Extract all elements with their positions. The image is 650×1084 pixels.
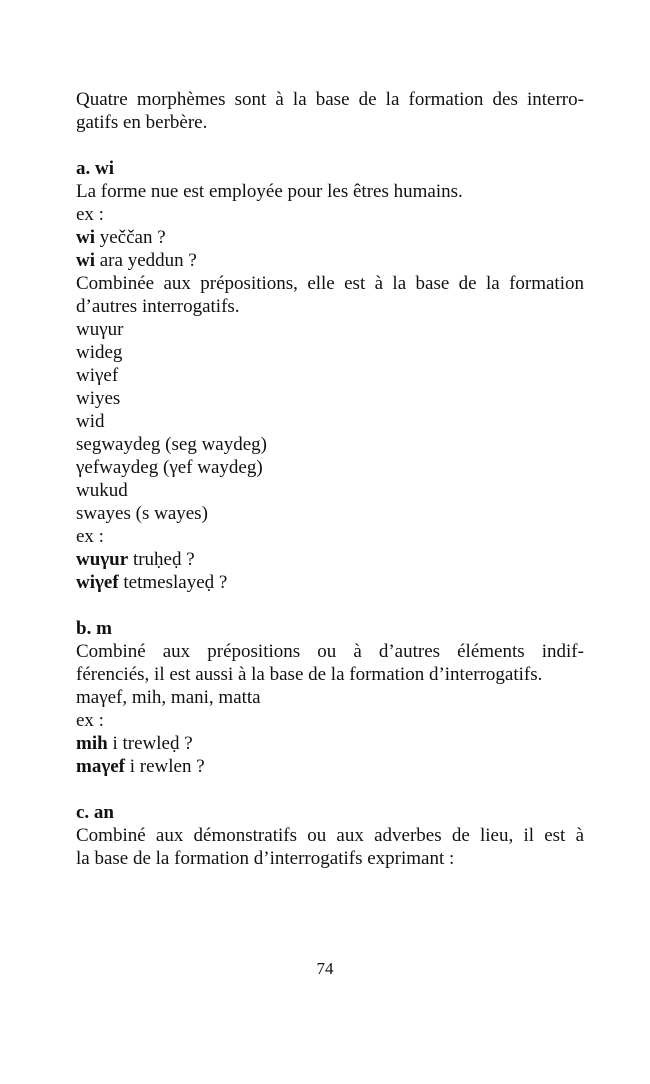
form-item: wuγur xyxy=(76,319,124,340)
form-item: wiγef xyxy=(76,365,119,386)
example-line: wi yeččan ? xyxy=(76,227,166,248)
example-line: wiγef tetmeslayeḍ ? xyxy=(76,572,228,593)
example-line: wuγur truḥeḍ ? xyxy=(76,549,195,570)
section-c-heading: c. an xyxy=(76,802,114,823)
page-number: 74 xyxy=(316,959,334,978)
example-line: maγef i rewlen ? xyxy=(76,756,205,777)
section-a xyxy=(76,157,584,594)
intro-line-1: Quatre morphèmes sont à la base de la formation des interro- xyxy=(76,89,584,110)
section-b-heading: b. m xyxy=(76,618,112,639)
combine-line-1: Combinée aux prépositions, elle est à la base de la formation xyxy=(76,273,584,294)
form-item: swayes (s wayes) xyxy=(76,503,208,524)
section-c-line-1: Combiné aux démonstratifs ou aux adverbes de lieu, il est à xyxy=(76,825,584,846)
section-b-line-2: férenciés, il est aussi à la base de la formation d’interrogatifs. xyxy=(76,664,543,685)
ex-label: ex : xyxy=(76,526,104,547)
form-item: wukud xyxy=(76,480,128,501)
section-a-heading: a. wi xyxy=(76,158,114,179)
example-line: mih i trewleḍ ? xyxy=(76,733,193,754)
form-item: wideg xyxy=(76,342,123,363)
section-c-line-2: la base de la formation d’interrogatifs exprimant : xyxy=(76,848,455,869)
form-item: γefwaydeg (γef waydeg) xyxy=(76,457,263,478)
section-b-line-1: Combiné aux prépositions ou à d’autres éléments indif- xyxy=(76,641,584,662)
form-list: maγef, mih, mani, matta xyxy=(76,687,261,708)
intro-line-2: gatifs en berbère. xyxy=(76,112,208,133)
form-item: wiyes xyxy=(76,388,121,409)
section-b xyxy=(76,617,584,778)
section-a-sentence: La forme nue est employée pour les êtres humains. xyxy=(76,181,463,202)
example-line: wi ara yeddun ? xyxy=(76,250,197,271)
ex-label: ex : xyxy=(76,710,104,731)
intro-paragraph xyxy=(76,88,584,134)
page-body xyxy=(76,88,584,870)
form-item: wid xyxy=(76,411,105,432)
section-c xyxy=(76,801,584,870)
ex-label: ex : xyxy=(76,204,104,225)
combine-line-2: d’autres interrogatifs. xyxy=(76,296,240,317)
form-item: segwaydeg (seg waydeg) xyxy=(76,434,267,455)
